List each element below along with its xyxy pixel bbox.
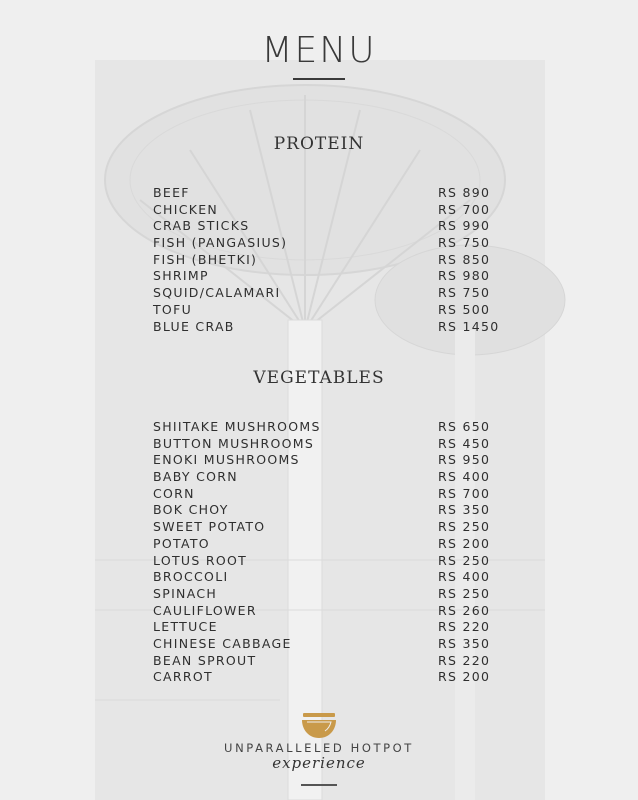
menu-item-price: RS 260: [438, 602, 491, 618]
menu-item-name: BUTTON MUSHROOMS: [153, 435, 315, 451]
menu-item-name: CAULIFLOWER: [153, 602, 257, 618]
menu-item-name: CORN: [153, 485, 195, 501]
menu-item-price: RS 250: [438, 519, 491, 535]
menu-item-price: RS 400: [438, 569, 491, 585]
menu-item-name: BABY CORN: [153, 469, 238, 485]
menu-item-price: RS 1450: [438, 318, 500, 334]
menu-item-name: CHINESE CABBAGE: [153, 635, 292, 651]
menu-item-price: RS 750: [438, 285, 491, 301]
menu-item-name: SWEET POTATO: [153, 519, 266, 535]
menu-item-price: RS 650: [438, 419, 491, 434]
menu-item: [153, 185, 513, 202]
vegetables-heading: VEGETABLES: [253, 368, 385, 388]
menu-item-name: FISH (BHETKI): [153, 251, 258, 267]
menu-item: [153, 268, 513, 285]
menu-item: [153, 218, 513, 235]
menu-item-name: POTATO: [153, 535, 210, 551]
menu-item-name: BOK CHOY: [153, 502, 229, 518]
menu-item: [153, 669, 513, 686]
menu-item: [153, 469, 513, 486]
menu-item-price: RS 700: [438, 485, 491, 501]
menu-item: [153, 586, 513, 603]
menu-item-name: CRAB STICKS: [153, 218, 250, 234]
menu-item-name: LETTUCE: [153, 619, 218, 635]
menu-item-name: BROCCOLI: [153, 569, 229, 585]
menu-item-price: RS 500: [438, 301, 491, 317]
menu-item-price: RS 250: [438, 585, 491, 601]
menu-item-price: RS 350: [438, 635, 491, 651]
menu-item-price: RS 400: [438, 469, 491, 485]
menu-item-name: TOFU: [153, 301, 193, 317]
menu-item-price: RS 220: [438, 619, 491, 635]
menu-item-price: RS 990: [438, 218, 491, 234]
menu-item-price: RS 750: [438, 235, 491, 251]
protein-heading: PROTEIN: [273, 134, 365, 154]
menu-item-name: BLUE CRAB: [153, 318, 235, 334]
menu-item: [153, 569, 513, 586]
menu-item-name: BEAN SPROUT: [153, 652, 257, 668]
script-tagline: experience: [272, 754, 366, 772]
menu-item: [153, 519, 513, 536]
menu-item: [153, 486, 513, 503]
menu-item: [153, 302, 513, 319]
menu-item-name: LOTUS ROOT: [153, 552, 248, 568]
menu-item-name: BEEF: [153, 185, 190, 200]
menu-item: [153, 502, 513, 519]
menu-item: [153, 252, 513, 269]
menu-item: [153, 436, 513, 453]
menu-item-price: RS 850: [438, 251, 491, 267]
menu-title: MENU: [261, 30, 377, 71]
tagline: UNPARALLELED HOTPOT: [224, 741, 414, 755]
menu-item-name: CARROT: [153, 669, 213, 685]
vegetables-list: [153, 419, 513, 686]
menu-item: [153, 452, 513, 469]
menu-item: [153, 619, 513, 636]
menu-item-name: SHRIMP: [153, 268, 209, 284]
menu-item-name: ENOKI MUSHROOMS: [153, 452, 300, 468]
menu-item-name: SQUID/CALAMARI: [153, 285, 281, 301]
menu-item-name: CHICKEN: [153, 201, 219, 217]
menu-item: [153, 653, 513, 670]
menu-item-price: RS 250: [438, 552, 491, 568]
menu-item-name: FISH (PANGASIUS): [153, 235, 288, 251]
menu-item-price: RS 950: [438, 452, 491, 468]
menu-item-price: RS 200: [438, 535, 491, 551]
menu-item: [153, 536, 513, 553]
menu-item-price: RS 450: [438, 435, 491, 451]
menu-item: [153, 202, 513, 219]
menu-item-price: RS 890: [438, 185, 491, 200]
menu-item: [153, 636, 513, 653]
menu-item-price: RS 980: [438, 268, 491, 284]
menu-item: [153, 235, 513, 252]
protein-list: [153, 185, 513, 335]
menu-item-name: SHIITAKE MUSHROOMS: [153, 419, 321, 434]
menu-item: [153, 603, 513, 620]
menu-item-name: SPINACH: [153, 585, 218, 601]
bowl-icon: [299, 712, 339, 742]
menu-item-price: RS 220: [438, 652, 491, 668]
menu-item: [153, 285, 513, 302]
footer-underline: [301, 784, 337, 786]
menu-item-price: RS 350: [438, 502, 491, 518]
menu-item-price: RS 200: [438, 669, 491, 685]
menu-item: [153, 553, 513, 570]
menu-item: [153, 419, 513, 436]
menu-item: [153, 319, 513, 336]
menu-item-price: RS 700: [438, 201, 491, 217]
title-underline: [293, 78, 345, 80]
